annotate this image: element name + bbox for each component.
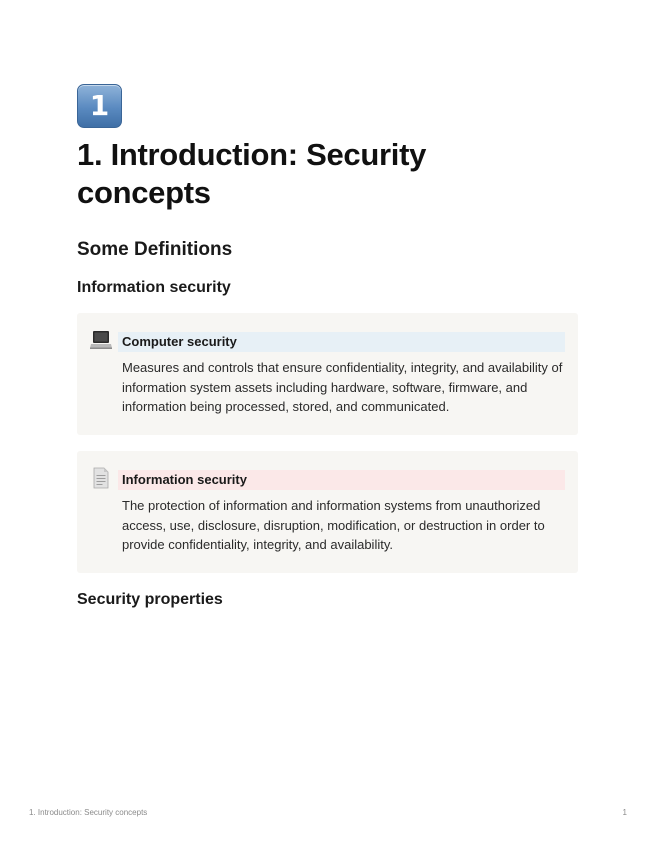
callout-text: Measures and controls that ensure confidentiality, integrity, and availability of information system assets including hardware, software, firmware, and information being processed, stored, and communicated. — [122, 360, 563, 414]
callout-information-security — [77, 451, 578, 573]
callout-heading: Computer security — [118, 332, 565, 352]
page-title: 1. Introduction: Security concepts — [77, 137, 427, 210]
laptop-icon — [90, 328, 112, 352]
document-icon — [90, 466, 112, 490]
footer-title: 1. Introduction: Security concepts — [29, 808, 148, 817]
subheading-security-properties: Security properties — [77, 591, 223, 608]
keycap-one-icon: 1 — [77, 84, 122, 128]
section-heading-definitions: Some Definitions — [77, 239, 233, 260]
subheading-information-security: Information security — [77, 279, 231, 296]
callout-computer-security — [77, 313, 578, 435]
callout-heading: Information security — [118, 470, 565, 490]
page-number: 1 — [622, 808, 627, 817]
callout-text: The protection of information and information systems from unauthorized access, use, disclosure, disruption, modification, or destruction in order to provide confidentiality, integrity, and availability. — [122, 498, 545, 552]
